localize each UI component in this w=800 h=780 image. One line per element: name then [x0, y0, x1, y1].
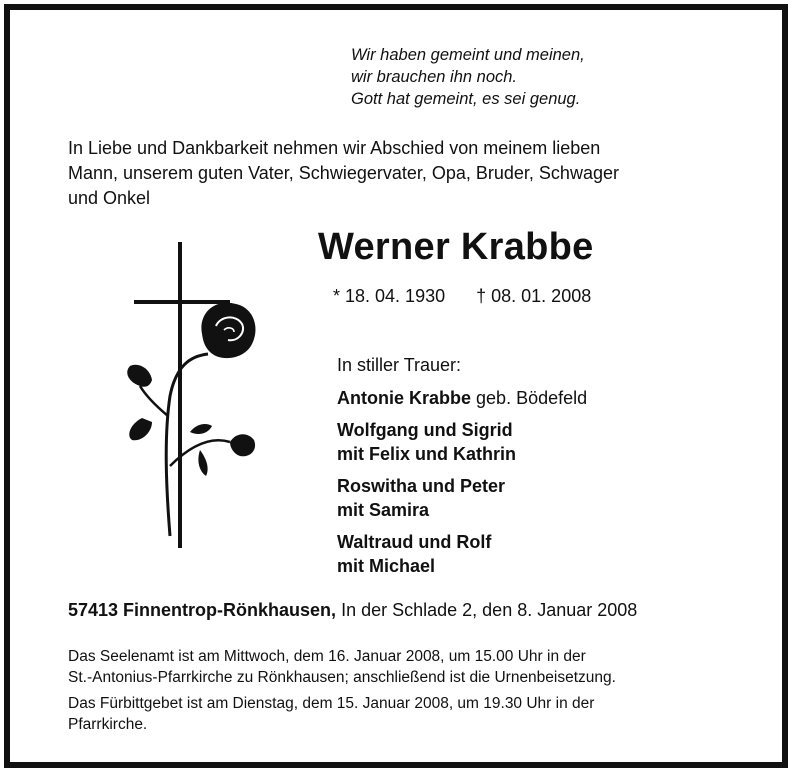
- verse-line: wir brauchen ihn noch.: [351, 68, 518, 86]
- intro-line: und Onkel: [68, 188, 151, 208]
- verse-line: Wir haben gemeint und meinen,: [351, 46, 585, 64]
- info-line: St.-Antonius-Pfarrkirche zu Rönkhausen; anschließend ist die Urnenbeisetzung.: [68, 669, 616, 686]
- address-line: [68, 600, 637, 621]
- verse-line: Gott hat gemeint, es sei genug.: [351, 90, 581, 108]
- address-place: 57413 Finnentrop-Rönkhausen,: [68, 600, 337, 620]
- birth-date: * 18. 04. 1930: [333, 286, 446, 306]
- intro-text: [68, 136, 748, 211]
- deceased-name: Werner Krabbe: [318, 226, 594, 268]
- requiem-info: [68, 646, 768, 688]
- address-rest: In der Schlade 2, den 8. Januar 2008: [341, 600, 638, 620]
- verse: [351, 44, 585, 110]
- death-date: † 08. 01. 2008: [476, 286, 592, 306]
- family-entry: [337, 418, 587, 466]
- family-line: mit Samira: [337, 500, 430, 520]
- spouse-name: Antonie Krabbe: [337, 388, 472, 408]
- service-info: [68, 646, 768, 740]
- cross-with-rose-icon: [120, 236, 270, 556]
- mourners-list: [337, 353, 587, 586]
- intro-line: In Liebe und Dankbarkeit nehmen wir Abschied von meinem lieben: [68, 138, 601, 158]
- family-entry: [337, 474, 587, 522]
- info-line: Das Seelenamt ist am Mittwoch, dem 16. Januar 2008, um 15.00 Uhr in der: [68, 648, 586, 665]
- family-line: Wolfgang und Sigrid: [337, 420, 513, 440]
- info-line: Das Fürbittgebet ist am Dienstag, dem 15. Januar 2008, um 19.30 Uhr in der: [68, 695, 595, 712]
- family-line: mit Michael: [337, 556, 436, 576]
- mourning-label: In stiller Trauer:: [337, 355, 462, 375]
- family-line: Roswitha und Peter: [337, 476, 506, 496]
- life-dates: [333, 286, 591, 307]
- family-line: mit Felix und Kathrin: [337, 444, 517, 464]
- family-entry: [337, 530, 587, 578]
- info-line: Pfarrkirche.: [68, 716, 148, 733]
- prayer-info: [68, 693, 768, 735]
- spouse-maiden-name: geb. Bödefeld: [476, 388, 588, 408]
- obituary-notice: [4, 4, 788, 768]
- spouse: [337, 386, 587, 410]
- family-line: Waltraud und Rolf: [337, 532, 492, 552]
- intro-line: Mann, unserem guten Vater, Schwiegervater, Opa, Bruder, Schwager: [68, 163, 619, 183]
